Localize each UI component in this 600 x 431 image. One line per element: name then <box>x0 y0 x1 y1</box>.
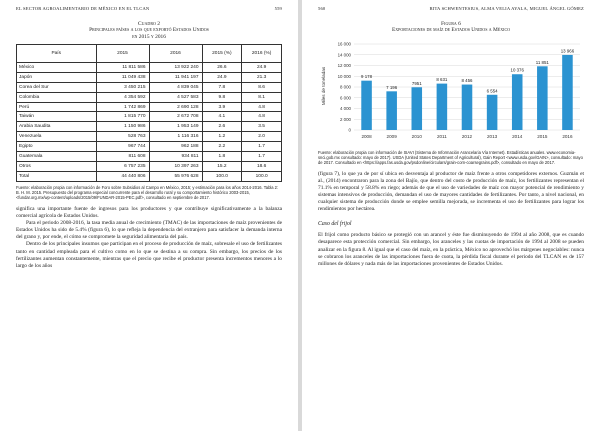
table-label: Cuadro 2 <box>137 21 161 27</box>
y-tick-label: 0 <box>348 127 351 133</box>
table-cell: 2 690 128 <box>149 102 202 112</box>
table-cell: Japón <box>17 72 97 82</box>
bar-value-label: 6 554 <box>486 87 498 93</box>
table-cell: 8.6 <box>242 82 282 92</box>
table-cell: 3.9 <box>202 102 242 112</box>
header-cell: País <box>17 45 97 63</box>
table-cell: 13 922 240 <box>149 63 202 73</box>
table-row <box>17 63 282 73</box>
table-cell: 11 811 586 <box>96 63 149 73</box>
y-tick-label: 12 000 <box>337 62 351 68</box>
page-number: 560 <box>318 6 326 11</box>
left-body-text <box>16 206 282 270</box>
bar-value-label: 10 376 <box>510 67 524 73</box>
x-tick-label: 2012 <box>461 133 473 139</box>
table-cell: Egipto <box>17 142 97 152</box>
table-cell: 9.8 <box>202 92 242 102</box>
bar-value-label: 11 851 <box>535 59 549 65</box>
table-cell: 1.2 <box>202 132 242 142</box>
table-row <box>17 72 282 82</box>
table-row <box>17 161 282 171</box>
table-cell: 18.6 <box>242 161 282 171</box>
paragraph: El frijol como producto básico se protegió con un arancel y éste fue disminuyendo de 1994 al año 2008, que es cuando desaparece esta protección comercial. Sin embargo, los aranceles y las cuotas de importación de 1994 al 2008 se pueden analizar en la figura 8. Al igual que el caso del maíz, en la práctica, México no aprovechó los márgenes negociables: nunca se cobraron los aranceles de las importaciones fuera de cuota, la pérdida fiscal durante el periodo del TLCAN es de 157 millones de dólares y nada más de las importaciones provenientes de Estados Unidos. <box>318 232 584 267</box>
table-cell: 2.6 <box>202 122 242 132</box>
y-axis-ticks <box>338 41 352 132</box>
table-row <box>17 102 282 112</box>
table-cell: 967 744 <box>96 142 149 152</box>
table-cell: Corea del Sur <box>17 82 97 92</box>
running-head-right <box>318 6 584 11</box>
table-cell: 1 150 986 <box>96 122 149 132</box>
table-cell: 11 049 438 <box>96 72 149 82</box>
table-row <box>17 132 282 142</box>
table-cell: 3.5 <box>242 122 282 132</box>
bar <box>361 80 372 129</box>
table-cell: 15.2 <box>202 161 242 171</box>
left-page <box>0 0 298 431</box>
table-cell: Perú <box>17 102 97 112</box>
table-cell: Arabia Saudita <box>17 122 97 132</box>
table-row <box>17 92 282 102</box>
x-tick-label: 2015 <box>537 133 548 139</box>
bar-value-label: 9 178 <box>361 73 373 79</box>
table-cell: 44 440 806 <box>96 171 149 181</box>
bar <box>386 91 397 130</box>
table-cell: 24.9 <box>202 72 242 82</box>
x-tick-label: 2008 <box>361 133 372 139</box>
table-cell: 4 354 592 <box>96 92 149 102</box>
table-cell: 1.8 <box>202 152 242 162</box>
table-title <box>16 27 282 40</box>
corn-exports-bar-chart <box>318 38 584 142</box>
table-cell: 1.7 <box>242 142 282 152</box>
bar <box>437 83 448 129</box>
paragraph: (figura 7), lo que ya de por sí ubica en desventaja al productor de maíz frente a otros competidores externos. Guzmán et al., (2014) encontraron para la zona del Bajío, que dentro del costo de producción de maíz, los fertilizantes representan el 71.1% en temporal y 58.8% en riego; además de que el uso de variedades de maíz con mayor potencial de rendimiento y sistemas intensivos de producción, demandan el uso de mayores cantidades de fertilizantes. Por tanto, a nivel nacional, en cualquier sistema de producción donde se emplee semilla mejorada, se incrementa el uso de fertilizantes para lograr los rendimientos por hectárea. <box>318 170 584 213</box>
table-row <box>17 122 282 132</box>
header-cell: 2016 <box>149 45 202 63</box>
table-cell: 4.8 <box>242 112 282 122</box>
x-tick-label: 2010 <box>411 133 422 139</box>
bar-value-label: 7951 <box>411 80 422 86</box>
table-title-line1: Principales países a los que exportó Estados Unidos <box>89 27 209 33</box>
x-tick-label: 2009 <box>386 133 397 139</box>
x-tick-label: 2011 <box>436 133 447 139</box>
table-cell: 2.2 <box>202 142 242 152</box>
table-cell: 1 116 316 <box>149 132 202 142</box>
y-tick-label: 14 000 <box>337 51 351 57</box>
paragraph: Dentro de los principales insumos que participan en el proceso de producción de maíz, sobresale el uso de fertilizantes tanto en cantidad empleada para el cultivo como en lo que se destina a su compra. Sin embargo, los precios de los fertilizantes aumentan constantemente, mientras que el precio que recibe el productor presenta incrementos menores a lo largo de los años <box>16 241 282 269</box>
table-cell: 6 757 235 <box>96 161 149 171</box>
table-row <box>17 152 282 162</box>
running-head-left <box>16 6 282 11</box>
table-cell: 11 941 197 <box>149 72 202 82</box>
table-cell: 4 527 583 <box>149 92 202 102</box>
figure-label: Figura 6 <box>441 21 461 27</box>
x-axis-ticks <box>361 134 573 139</box>
table-cell: Otros <box>17 161 97 171</box>
y-tick-label: 6 000 <box>340 94 351 100</box>
table-cell: 1 742 869 <box>96 102 149 112</box>
table-cell: 4 839 045 <box>149 82 202 92</box>
table-cell: 8.1 <box>242 92 282 102</box>
y-tick-label: 10 000 <box>337 73 351 79</box>
exports-table <box>16 44 282 182</box>
y-tick-label: 16 000 <box>337 41 351 47</box>
y-tick-label: 8 000 <box>340 84 351 90</box>
table-cell: 2.0 <box>242 132 282 142</box>
bar <box>537 66 548 130</box>
y-axis-label: Miles de toneladas <box>321 66 326 105</box>
bar <box>487 94 498 129</box>
table-cell: Total <box>17 171 97 181</box>
table-cell: Guatemala <box>17 152 97 162</box>
x-tick-label: 2016 <box>562 133 573 139</box>
bar <box>462 84 473 129</box>
table-cell: 100.0 <box>202 171 242 181</box>
table-cell: Venezuela <box>17 132 97 142</box>
bar <box>512 74 523 130</box>
table-cell: 55 976 628 <box>149 171 202 181</box>
table-cell: 4.8 <box>242 102 282 112</box>
header-cell: 2015 (%) <box>202 45 242 63</box>
y-tick-label: 2 000 <box>340 116 351 122</box>
running-head-authors: RITA SCHWENTESIUS, ALMA VELIA AYALA, MIGUEL ÁNGEL GÓMEZ <box>429 6 584 11</box>
bar <box>412 87 423 130</box>
table-source-note: Fuente: elaboración propia con información de Foro sobre Subsidios al Campo en México, 2015; y estimación para los años 2014-2016. Tabla 2: B. H. M. 2015. Presupuesto del programa especial concurrente para el desarrollo rural y su comportamiento histórico 2003-2015, <fundar.org.mx/wp-content/uploads/2015/09/FUNDAR-2015-PEC.pdf>, consultado en septiembre de 2017. <box>16 184 279 200</box>
table-cell: 7.8 <box>202 82 242 92</box>
table-cell: 528 763 <box>96 132 149 142</box>
table-cell: 1.7 <box>242 152 282 162</box>
paragraph: significa una importante fuente de ingresos para los productores y que contribuye significativamente a la balanza comercial agrícola de Estados Unidos. <box>16 205 282 220</box>
table-body <box>17 63 282 182</box>
table-row <box>17 82 282 92</box>
figure-title: Exportaciones de maíz de Estados Unidos a México <box>391 27 511 33</box>
table-cell: 21.3 <box>242 72 282 82</box>
right-body-text-2 <box>318 232 584 267</box>
right-page <box>302 0 600 431</box>
paragraph: Para el periodo 2008-2016, la tasa media anual de crecimiento (TMAC) de las importaciones de maíz provenientes de Estados Unidos ha sido de 5.4% (figura 6), lo que refleja la dependencia del extranjero para satisfacer la demanda interna del grano y, por ende, el cómo se compromete la seguridad alimentaria del país. <box>16 220 282 241</box>
table-cell: Taiwán <box>17 112 97 122</box>
figure-source-note: Fuente: elaboración propia con información de SIAVI (Sistema de Información Arancelaria Vía Internet). Estadísticas anuales. www.economia-snci.gob.mx consultado: mayo de 2017). USDA (United States Department of Agricultural), Gain Report <www.usda.gov/GAIN>, consultado: mayo de 2017. Consultado en <https://apps.fas.usda.gov/psdonline/circulars/grain-corn-coarsegrains.pdf>, consultado en mayo de 2017. <box>318 149 583 165</box>
table-cell: 100.0 <box>242 171 282 181</box>
table-row <box>17 171 282 181</box>
table-cell: 934 811 <box>149 152 202 162</box>
table-cell: 962 188 <box>149 142 202 152</box>
page-number: 559 <box>274 6 282 11</box>
bar-value-label: 8 456 <box>461 77 473 83</box>
table-cell: 811 608 <box>96 152 149 162</box>
right-body-text <box>318 171 584 214</box>
table-cell: México <box>17 63 97 73</box>
table-row <box>17 142 282 152</box>
table-row <box>17 112 282 122</box>
table-cell: 24.9 <box>242 63 282 73</box>
y-tick-label: 4 000 <box>340 105 351 111</box>
bar-value-label: 13 966 <box>560 47 575 53</box>
table-cell: 26.6 <box>202 63 242 73</box>
table-cell: 3 450 215 <box>96 82 149 92</box>
table-cell: 2 672 708 <box>149 112 202 122</box>
table-cell: 10 397 263 <box>149 161 202 171</box>
header-cell: 2015 <box>96 45 149 63</box>
x-tick-label: 2013 <box>486 133 498 139</box>
x-tick-label: 2014 <box>512 133 523 139</box>
table-cell: 1 953 149 <box>149 122 202 132</box>
bar-value-label: 7 196 <box>386 84 398 90</box>
section-title: Caso del frijol <box>318 221 352 228</box>
table-header-row <box>17 45 282 63</box>
header-cell: 2016 (%) <box>242 45 282 63</box>
running-head-title: EL SECTOR AGROALIMENTARIO DE MÉXICO EN EL TLCAN <box>16 6 150 11</box>
table-cell: 4.1 <box>202 112 242 122</box>
table-title-line2: en 2015 y 2016 <box>132 33 166 40</box>
table-cell: Colombia <box>17 92 97 102</box>
chart-bars <box>361 54 572 129</box>
table-cell: 1 815 770 <box>96 112 149 122</box>
bar <box>562 54 573 129</box>
bar-value-label: 8 631 <box>436 76 448 82</box>
